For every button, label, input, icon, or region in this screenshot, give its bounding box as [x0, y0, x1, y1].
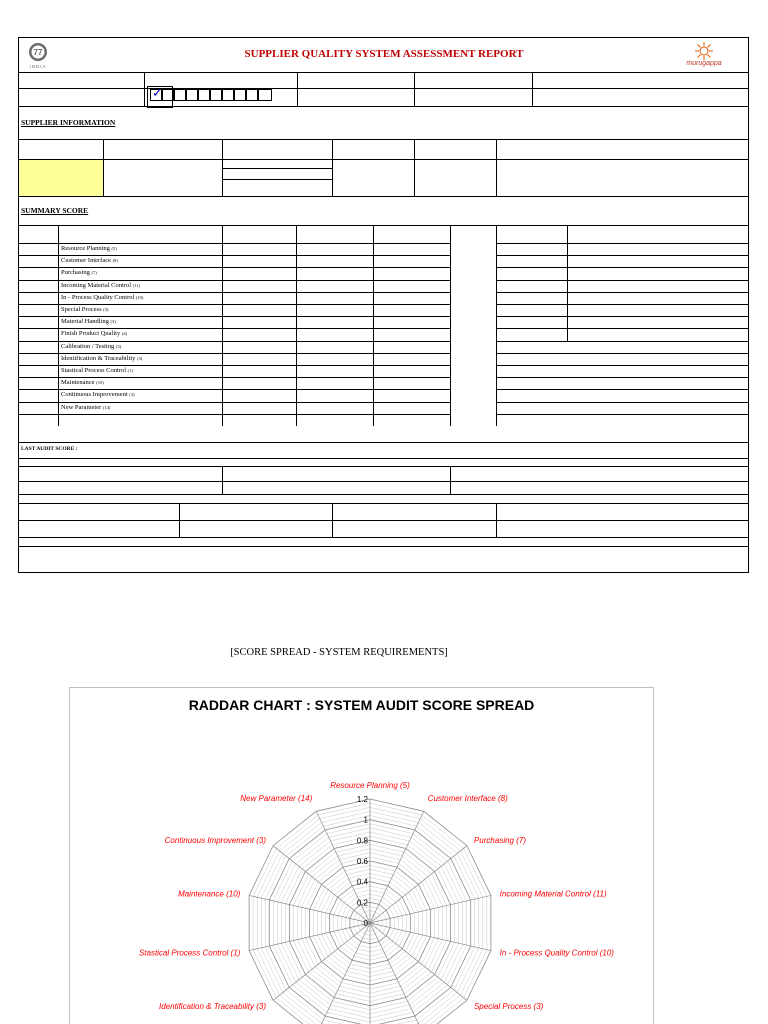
report-title: SUPPLIER QUALITY SYSTEM ASSESSMENT REPORT — [244, 48, 524, 60]
row-count: (3) — [115, 343, 122, 349]
svg-text:77: 77 — [33, 48, 43, 57]
hline — [222, 179, 332, 180]
vline — [144, 72, 145, 106]
checkbox[interactable] — [234, 89, 246, 101]
row-label: Finish Product Quality — [61, 330, 121, 338]
hline — [18, 520, 749, 521]
vline — [332, 503, 333, 537]
row-count: (14) — [102, 404, 111, 410]
logo-left-caption: INDIA — [29, 64, 47, 69]
row-count: (10) — [96, 380, 104, 386]
table-row — [61, 330, 127, 337]
row-count: (4) — [121, 331, 128, 337]
vline — [332, 139, 333, 196]
vline — [103, 139, 104, 196]
hline — [18, 503, 749, 504]
row-label: Continuous Improvement — [61, 391, 128, 399]
vline — [532, 72, 533, 106]
radar-tick-label: 1.2 — [356, 795, 368, 804]
radar-category-label: Resource Planning (5) — [330, 781, 410, 790]
row-label: Purchasing — [61, 269, 90, 277]
row-label: Calibration / Testing — [61, 342, 115, 350]
row-count: (7) — [91, 270, 97, 276]
radar-chart — [69, 687, 654, 1024]
row-label: Stastical Process Control — [61, 367, 126, 374]
radar-category-label: In - Process Quality Control (10) — [499, 948, 614, 958]
hline — [496, 402, 749, 403]
hline — [496, 328, 749, 329]
row-label: Customer Interface — [61, 257, 111, 265]
hline — [18, 458, 749, 459]
hline — [18, 243, 450, 244]
radar-spoke — [273, 923, 370, 1000]
hline — [18, 316, 450, 317]
row-count: (8) — [112, 258, 118, 264]
row-label: Maintenance — [61, 379, 95, 387]
murugappa-logo-text: murugappa — [686, 60, 722, 67]
hline — [222, 168, 332, 169]
hline — [18, 267, 450, 268]
hline — [496, 267, 749, 268]
hline — [496, 316, 749, 317]
section-last-audit-score: LAST AUDIT SCORE : — [21, 446, 78, 452]
radar-category-label: Customer Interface (8) — [427, 794, 508, 804]
row-count: (10) — [135, 294, 144, 300]
radar-tick-label: 0 — [363, 919, 368, 928]
hline — [18, 159, 749, 160]
radar-tick-label: 1 — [363, 815, 368, 825]
hline — [18, 377, 450, 378]
hline — [18, 353, 450, 354]
table-row — [61, 404, 110, 411]
radar-tick-label: 0.8 — [356, 836, 368, 846]
table-row — [61, 245, 117, 252]
hline — [18, 292, 450, 293]
hline — [18, 389, 450, 390]
table-row — [61, 391, 135, 398]
vline — [297, 72, 298, 106]
hline — [18, 494, 749, 495]
radar-category-label: Special Process (3) — [473, 1001, 544, 1011]
hline — [18, 546, 749, 547]
radar-tick-label: 0.2 — [356, 898, 368, 908]
table-row — [61, 257, 118, 264]
radar-tick-label: 0.6 — [356, 857, 368, 866]
supplier-highlight-cell[interactable] — [19, 160, 103, 196]
hline — [18, 225, 749, 226]
hline — [496, 280, 749, 281]
radar-category-label: Purchasing (7) — [473, 836, 527, 846]
radar-category-label: Continuous Improvement (3) — [164, 836, 267, 846]
vline — [222, 466, 223, 494]
checkbox[interactable] — [162, 89, 174, 101]
section-supplier-information: SUPPLIER INFORMATION — [21, 118, 116, 127]
vline — [414, 139, 415, 196]
hline — [18, 402, 450, 403]
row-count: (1) — [127, 368, 133, 373]
table-row — [61, 318, 116, 325]
vline — [296, 225, 297, 426]
report-frame — [18, 37, 749, 573]
radar-spoke — [370, 923, 467, 1000]
vline — [222, 225, 223, 426]
vline — [179, 503, 180, 537]
hline — [18, 414, 450, 415]
radar-category-label: Maintenance (10) — [178, 889, 241, 899]
table-row — [61, 306, 109, 313]
radar-tick-label: 0.4 — [356, 877, 368, 887]
table-row — [61, 379, 104, 386]
vline — [373, 225, 374, 426]
vline — [496, 139, 497, 196]
row-count: (3) — [103, 307, 109, 312]
vline — [567, 225, 568, 341]
table-row — [61, 282, 140, 289]
section-summary-score: SUMMARY SCORE — [21, 206, 89, 215]
hline — [18, 255, 450, 256]
hline — [496, 292, 749, 293]
checkbox[interactable] — [198, 89, 210, 101]
hline — [18, 365, 450, 366]
checkbox[interactable] — [186, 89, 198, 101]
hline — [496, 389, 749, 390]
hline — [496, 414, 749, 415]
hline — [496, 341, 749, 342]
row-count: (3) — [129, 392, 135, 398]
radar-spoke — [273, 846, 370, 923]
row-label: In - Process Quality Control — [61, 293, 135, 301]
table-row — [61, 367, 133, 374]
row-count: (11) — [132, 282, 141, 288]
hline — [18, 196, 749, 197]
vline — [414, 72, 415, 106]
row-count: (3) — [110, 319, 116, 325]
vline — [58, 225, 59, 426]
row-label: Incoming Material Control — [61, 281, 132, 289]
checkbox[interactable] — [258, 89, 272, 101]
hline — [18, 106, 749, 107]
hline — [496, 377, 749, 378]
radar-spoke — [370, 846, 467, 923]
chart-title: RADDAR CHART : SYSTEM AUDIT SCORE SPREAD — [188, 697, 535, 713]
hline — [18, 304, 450, 305]
checkbox[interactable] — [174, 89, 186, 101]
hline — [18, 280, 450, 281]
hline — [496, 255, 749, 256]
hline — [18, 88, 749, 89]
hline — [18, 139, 749, 140]
table-row — [61, 343, 121, 350]
hline — [496, 304, 749, 305]
radar-category-label: Identification & Traceability (3) — [159, 1001, 267, 1011]
hline — [496, 365, 749, 366]
radar-category-label: New Parameter (14) — [240, 794, 313, 804]
hline — [18, 466, 749, 467]
vline — [450, 466, 451, 494]
hline — [18, 328, 450, 329]
row-label: Resource Planning — [61, 245, 110, 252]
row-label: New Parameter — [61, 403, 102, 411]
hline — [18, 72, 749, 73]
hline — [496, 353, 749, 354]
row-count: (3) — [137, 355, 143, 361]
row-count: (5) — [111, 246, 117, 251]
hline — [18, 537, 749, 538]
radar-category-label: Incoming Material Control (11) — [499, 889, 607, 899]
row-label: Material Handling — [61, 318, 109, 326]
row-label: Special Process — [61, 306, 102, 313]
table-row — [61, 355, 142, 362]
hline — [18, 442, 749, 443]
hline — [496, 243, 749, 244]
radar-category-label: Stastical Process Control (1) — [138, 948, 241, 958]
hline — [18, 341, 450, 342]
vline — [496, 503, 497, 537]
checkmark-icon: ✓ — [152, 86, 163, 101]
table-row — [61, 294, 143, 301]
row-label: Identification & Traceability — [61, 354, 136, 362]
checkbox[interactable] — [246, 89, 258, 101]
vline — [496, 225, 497, 426]
checkbox[interactable] — [222, 89, 234, 101]
hline — [18, 481, 749, 482]
chart-caption: [SCORE SPREAD - SYSTEM REQUIREMENTS] — [230, 647, 448, 658]
checkbox[interactable] — [210, 89, 222, 101]
table-row — [61, 269, 97, 276]
vline — [450, 225, 451, 426]
